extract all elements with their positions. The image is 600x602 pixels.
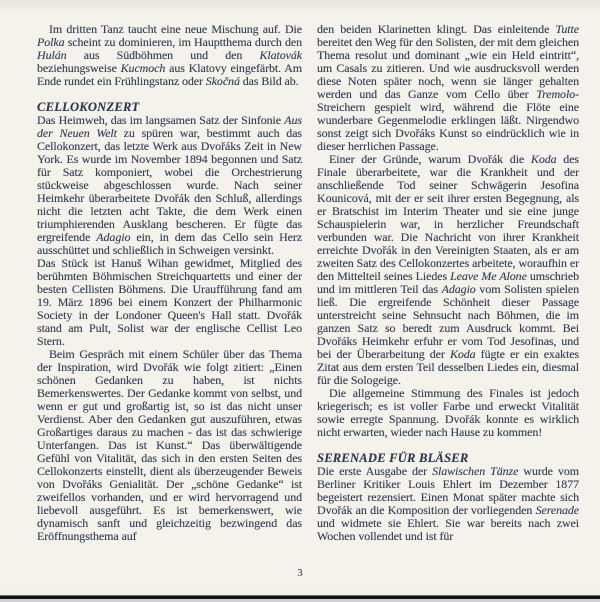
paragraph: Die allgemeine Stimmung des Finales ist jedoch kriegerisch; es ist voller Farbe und erweckt Vitalität sowie erregte Spannung. Dvořák konnte es wirklich nicht erwarten, wieder nach Hause zu kommen! bbox=[317, 386, 579, 439]
text-columns bbox=[37, 23, 579, 543]
paragraph: Das Heimweh, das im langsamen Satz der Sinfonie Aus der Neuen Welt zu spüren war, bestimmt auch das Cellokonzert, das letzte Werk aus Dvořáks Zeit in New York. Es wurde im November 1894 begonnen und Satz für Satz komponiert, wobei die Orchestrierung stückweise abgeschlossen wurde. Nach seiner Heimkehr überarbeitete Dvořák den Schluß, allerdings nicht die letzten acht Takte, die dem Werk einen triumphierenden Ausklang bescheren. Er fügte das ergreifende Adagio ein, in dem das Cello sein Herz ausschüttet und schließlich in Schweigen versinkt. bbox=[37, 113, 303, 257]
bottom-scan-edge bbox=[0, 595, 600, 602]
paragraph: den beiden Klarinetten klingt. Das einleitende Tutte bereitet den Weg für den Solisten, der mit dem gleichen Thema resolut und dominant „wie ein Held eintritt“, um Casals zu zitieren. Und wie ausdrucksvoll werden diese Noten später noch, wenn sie länger gehalten werden und das Ganze vom Cello über Tremolo-Streichern gespielt wird, während die Flöte eine wunderbare Gegenmelodie erklingen läßt. Nirgendwo sonst zeigt sich Dvořáks Kunst so eindrücklich wie in dieser herrlichen Passage. bbox=[317, 22, 579, 153]
left-column bbox=[37, 23, 302, 543]
page-number: 3 bbox=[297, 568, 303, 579]
paragraph: Die erste Ausgabe der Slawischen Tänze wurde vom Berliner Kritiker Louis Ehlert im Dezember 1877 begeistert rezensiert. Einen Monat später machte sich Dvořák an die Komposition der vorliegenden Serenade und widmete sie Ehlert. Sie war bereits nach zwei Wochen vollendet und ist für bbox=[317, 464, 579, 543]
section-heading: CELLOKONZERT bbox=[37, 100, 140, 114]
paragraph: Einer der Gründe, warum Dvořák die Koda des Finale überarbeitete, war die Krankheit und der anschließende Tod seiner Schwägerin Jesofina Kounicová, mit der er seit ihrer ersten Begegnung, als er Bratschist im Interim Theater und sie eine junge Schauspielerin war, in herzlicher Freundschaft verbunden war. Die Nachricht von ihrer Krankheit erreichte Dvořák in den Vereinigten Staaten, als er am zweiten Satz des Cellokonzertes arbeitete, woraufhin er den Mittelteil seines Liedes Leave Me Alone umschrieb und im mittleren Teil das Adagio vom Solisten spielen ließ. Die ergreifende Schönheit dieser Passage unterstreicht seine Sehnsucht nach Böhmen, die im ganzen Satz so beredt zum Ausdruck kommt. Bei Dvořáks Heimkehr erfuhr er vom Tod Jesofinas, und bei der Überarbeitung der Koda fügte er ein exaktes Zitat aus dem ersten Teil desselben Liedes ein, diesmal für die Sologeige. bbox=[317, 152, 579, 387]
paragraph: Im dritten Tanz taucht eine neue Mischung auf. Die Polka scheint zu dominieren, im Hauptthema durch den Hulán aus Südböhmen und den Klatovák beziehungsweise Kucmoch aus Klatovy eingefärbt. Am Ende rundet ein Frühlingstanz oder Skočná das Bild ab. bbox=[37, 22, 302, 88]
section-heading: SERENADE FÜR BLÄSER bbox=[317, 451, 469, 465]
paragraph: Beim Gespräch mit einem Schüler über das Thema der Inspiration, wird Dvořák wie folgt zitiert: „Einen schönen Gedanken zu haben, ist nichts Bemerkenswertes. Der Gedanke kommt von selbst, und wenn er gut und großartig ist, so ist das nicht unser Verdienst. Aber den Gedanken gut auszuführen, etwas Großartiges daraus zu machen - das ist das schwierige Unterfangen. Das ist Kunst.“ Das überwältigende Gefühl von Vitalität, das sich in den ersten Seiten des Cellokonzerts einstellt, dient als überzeugender Beweis von Dvořáks Genialität. Der „schöne Gedanke“ ist zweifellos vorhanden, und er wird hervorragend und liebevoll ausgeführt. Es ist bemerkenswert, wie dynamisch sanft und gleichzeitig bezwingend das Eröffnungsthema auf bbox=[37, 347, 302, 543]
paragraph: Das Stück ist Hanuš Wihan gewidmet, Mitglied des berühmten Böhmischen Streichquartetts und einer der besten Cellisten Böhmens. Die Uraufführung fand am 19. März 1896 bei einem Konzert der Philharmonic Society in der Londoner Queen's Hall statt. Dvořák stand am Pult, Solist war der englische Cellist Leo Stern. bbox=[37, 256, 302, 348]
right-column bbox=[317, 23, 579, 543]
